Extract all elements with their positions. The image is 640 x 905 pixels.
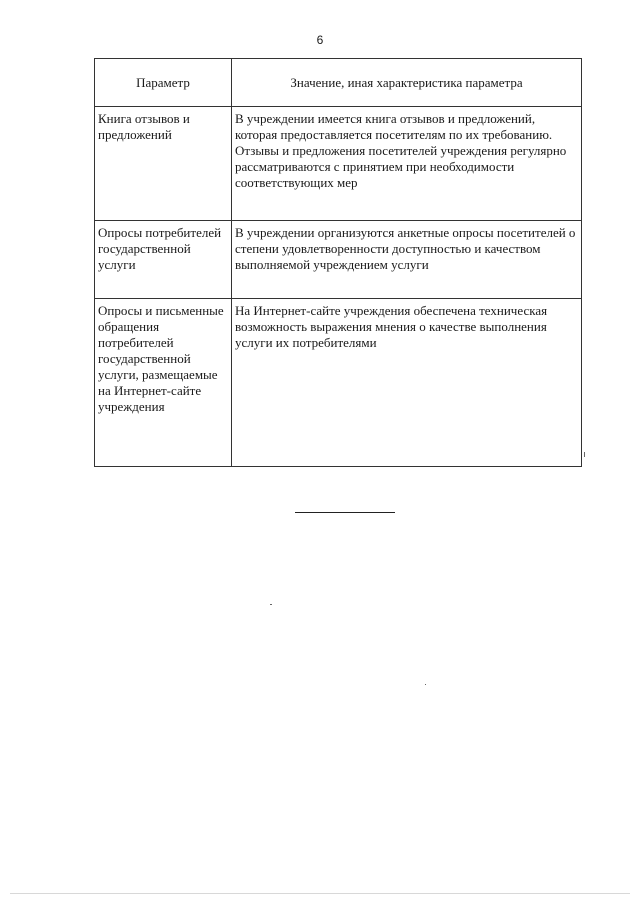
row-parameter: Опросы потребителей государственной услуги bbox=[95, 221, 232, 299]
scan-speck bbox=[425, 684, 426, 685]
row-value: В учреждении имеется книга отзывов и предложений, которая предоставляется посетителям по их требованию. Отзывы и предложения посетителей учреждения регулярно рассматриваются с принятием при необходимости соответствующих мер bbox=[232, 107, 582, 221]
end-divider bbox=[295, 512, 395, 513]
scan-speck bbox=[584, 452, 585, 457]
parameters-table bbox=[94, 58, 582, 467]
row-value: В учреждении организуются анкетные опросы посетителей о степени удовлетворенности доступностью и качеством выполняемой учреждением услуги bbox=[232, 221, 582, 299]
table-header-row bbox=[95, 59, 582, 107]
scan-edge-line bbox=[10, 893, 630, 894]
table-row bbox=[95, 221, 582, 299]
table-row bbox=[95, 107, 582, 221]
row-parameter: Книга отзывов и предложений bbox=[95, 107, 232, 221]
row-parameter: Опросы и письменные обращения потребителей государственной услуги, размещаемые на Интернет-сайте учреждения bbox=[95, 299, 232, 467]
row-value: На Интернет-сайте учреждения обеспечена техническая возможность выражения мнения о качестве выполнения услуги их потребителями bbox=[232, 299, 582, 467]
header-parameter: Параметр bbox=[95, 59, 232, 107]
page-number: 6 bbox=[316, 33, 324, 47]
table-row bbox=[95, 299, 582, 467]
header-value: Значение, иная характеристика параметра bbox=[232, 59, 582, 107]
scan-speck bbox=[270, 604, 272, 605]
